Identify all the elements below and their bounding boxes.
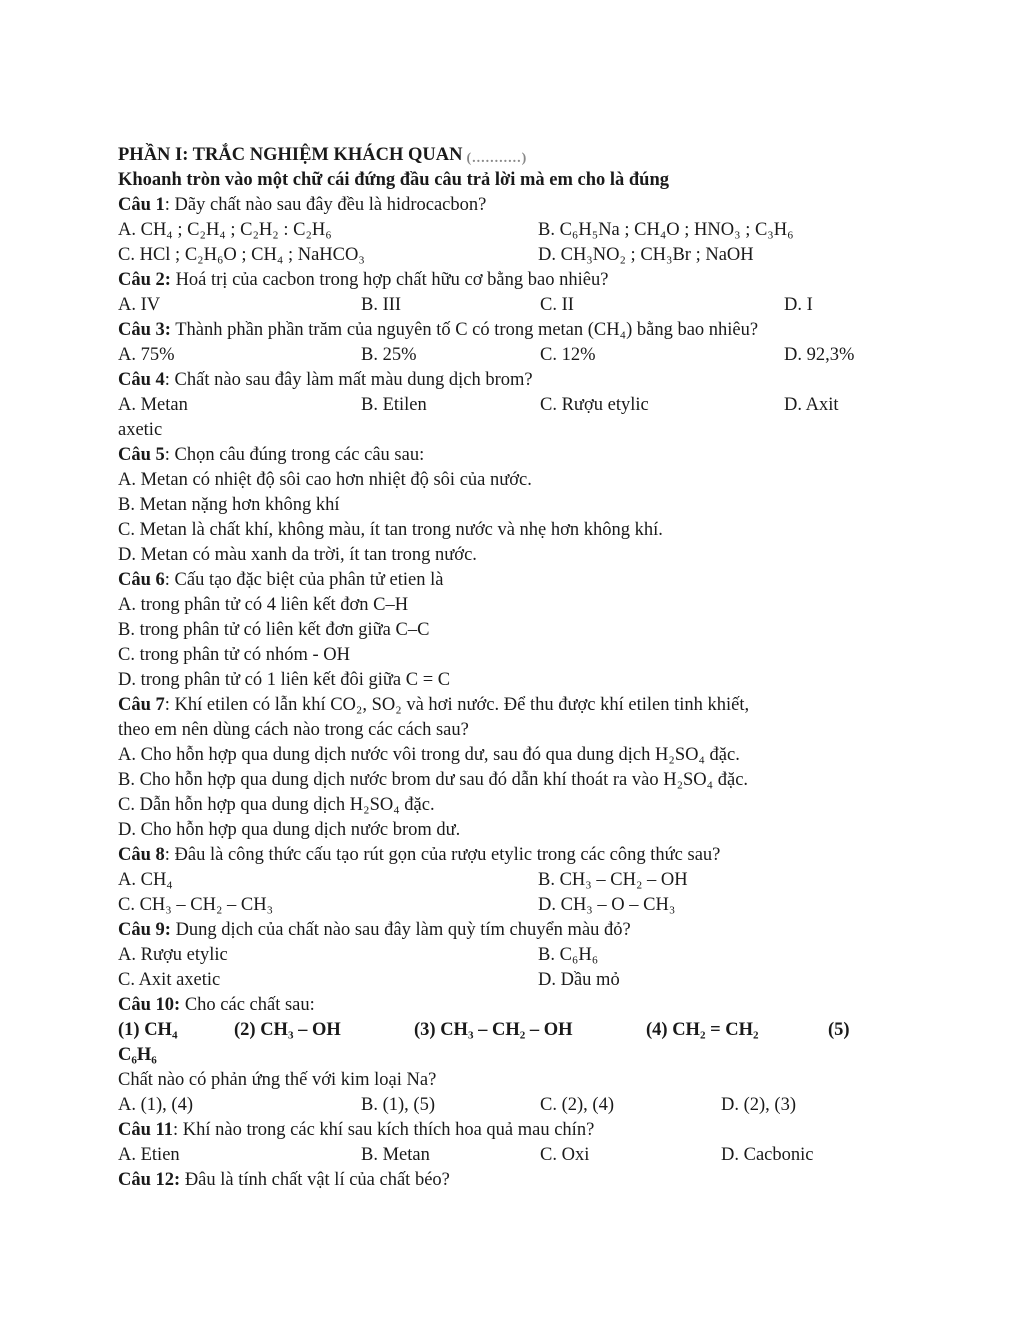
question-stem: Cho các chất sau: — [180, 995, 315, 1015]
question-5 — [118, 443, 878, 468]
option-d[interactable]: D. trong phân tử có 1 liên kết đôi giữa C = C — [118, 670, 451, 690]
option-c[interactable]: C. Rượu etylic — [540, 395, 649, 415]
options-row — [118, 1093, 878, 1118]
formula-5-label: (5) — [828, 1020, 850, 1040]
formula-3: (3) CH₃ – CH₂ – OH — [414, 1020, 573, 1040]
option-d[interactable]: D. Dầu mỏ — [538, 970, 620, 990]
question-8 — [118, 843, 878, 868]
question-label: Câu 7 — [118, 695, 165, 715]
question-3 — [118, 318, 878, 343]
option-b[interactable]: B. Etilen — [361, 395, 427, 415]
option-a[interactable]: A. (1), (4) — [118, 1095, 194, 1115]
option-a[interactable]: A. Metan có nhiệt độ sôi cao hơn nhiệt độ sôi của nước. — [118, 470, 532, 490]
options-row — [118, 968, 878, 993]
question-2 — [118, 268, 878, 293]
question-7 — [118, 693, 878, 718]
option-d[interactable]: D. CH₃ – O – CH₃ — [538, 895, 676, 915]
question-label: Câu 1 — [118, 195, 165, 215]
question-label: Câu 12: — [118, 1170, 181, 1190]
option-d[interactable]: D. Cho hỗn hợp qua dung dịch nước brom dư. — [118, 820, 461, 840]
option-b[interactable]: B. Metan — [361, 1145, 430, 1165]
option-d[interactable]: D. (2), (3) — [721, 1095, 797, 1115]
option-a[interactable]: A. Cho hỗn hợp qua dung dịch nước vôi trong dư, sau đó qua dung dịch H₂SO₄ đặc. — [118, 745, 740, 765]
question-stem: Hoá trị của cacbon trong hợp chất hữu cơ bằng bao nhiêu? — [170, 270, 609, 290]
option-d[interactable]: D. Cacbonic — [721, 1145, 814, 1165]
question-stem: Thành phần phần trăm của nguyên tố C có trong metan (CH₄) bằng bao nhiêu? — [170, 320, 759, 340]
question-stem: : Chọn câu đúng trong các câu sau: — [164, 445, 425, 465]
option-a[interactable]: A. Metan — [118, 395, 188, 415]
question-stem: Dung dịch của chất nào sau đây làm quỳ tím chuyển màu đỏ? — [170, 920, 631, 940]
option-a[interactable]: A. Rượu etylic — [118, 945, 228, 965]
options-row — [118, 893, 878, 918]
options-row — [118, 293, 878, 318]
question-label: Câu 2: — [118, 270, 171, 290]
option-c[interactable]: C. Oxi — [540, 1145, 590, 1165]
question-stem: : Khí etilen có lẫn khí CO₂, SO₂ và hơi nước. Để thu được khí etilen tinh khiết, — [164, 695, 750, 715]
options-row — [118, 218, 878, 243]
options-row — [118, 343, 878, 368]
formula-4: (4) CH₂ = CH₂ — [646, 1020, 759, 1040]
question-stem: Đâu là tính chất vật lí của chất béo? — [180, 1170, 450, 1190]
question-label: Câu 10: — [118, 995, 181, 1015]
sub-question: Chất nào có phản ứng thế với kim loại Na? — [118, 1070, 437, 1090]
question-stem: : Chất nào sau đây làm mất màu dung dịch brom? — [164, 370, 533, 390]
question-label: Câu 3: — [118, 320, 171, 340]
question-1 — [118, 193, 878, 218]
option-c[interactable]: C. Metan là chất khí, không màu, ít tan trong nước và nhẹ hơn không khí. — [118, 520, 663, 540]
question-label: Câu 11 — [118, 1120, 174, 1140]
question-stem: : Cấu tạo đặc biệt của phân tử etien là — [164, 570, 444, 590]
option-a[interactable]: A. IV — [118, 295, 161, 315]
options-row — [118, 868, 878, 893]
option-b[interactable]: B. Metan nặng hơn không khí — [118, 495, 340, 515]
options-row — [118, 1143, 878, 1168]
option-a[interactable]: A. 75% — [118, 345, 175, 365]
option-d[interactable]: D. CH₃NO₂ ; CH₃Br ; NaOH — [538, 245, 754, 265]
option-b[interactable]: B. (1), (5) — [361, 1095, 435, 1115]
question-label: Câu 8 — [118, 845, 165, 865]
option-b[interactable]: B. Cho hỗn hợp qua dung dịch nước brom dư sau đó dẫn khí thoát ra vào H₂SO₄ đặc. — [118, 770, 749, 790]
formula-list — [118, 1018, 878, 1043]
options-row — [118, 943, 878, 968]
option-a[interactable]: A. CH₄ — [118, 870, 173, 890]
option-a[interactable]: A. trong phân tử có 4 liên kết đơn C–H — [118, 595, 409, 615]
question-9 — [118, 918, 878, 943]
option-b[interactable]: B. III — [361, 295, 402, 315]
question-label: Câu 9: — [118, 920, 171, 940]
question-6 — [118, 568, 878, 593]
option-b[interactable]: B. CH₃ – CH₂ – OH — [538, 870, 688, 890]
option-c[interactable]: C. Dẫn hỗn hợp qua dung dịch H₂SO₄ đặc. — [118, 795, 435, 815]
section-title: PHẦN I: TRẮC NGHIỆM KHÁCH QUAN — [118, 145, 463, 165]
question-stem: : Khí nào trong các khí sau kích thích hoa quả mau chín? — [173, 1120, 595, 1140]
option-c[interactable]: C. HCl ; C₂H₆O ; CH₄ ; NaHCO₃ — [118, 245, 365, 265]
option-d[interactable]: D. Axit — [784, 395, 839, 415]
option-d[interactable]: D. I — [784, 295, 813, 315]
question-11 — [118, 1118, 878, 1143]
option-b[interactable]: B. C₆H₅Na ; CH₄O ; HNO₃ ; C₃H₆ — [538, 220, 794, 240]
question-label: Câu 4 — [118, 370, 165, 390]
formula-2: (2) CH₃ – OH — [234, 1020, 341, 1040]
option-c[interactable]: C. CH₃ – CH₂ – CH₃ — [118, 895, 274, 915]
option-d[interactable]: D. Metan có màu xanh da trời, ít tan trong nước. — [118, 545, 477, 565]
question-stem: : Dãy chất nào sau đây đều là hidrocacbon? — [164, 195, 487, 215]
option-a[interactable]: A. CH₄ ; C₂H₄ ; C₂H₂ : C₂H₆ — [118, 220, 332, 240]
option-c[interactable]: C. trong phân tử có nhóm - OH — [118, 645, 350, 665]
options-row — [118, 393, 878, 418]
question-10 — [118, 993, 878, 1018]
formula-1: (1) CH₄ — [118, 1020, 178, 1040]
options-row — [118, 243, 878, 268]
option-a[interactable]: A. Etien — [118, 1145, 180, 1165]
option-b[interactable]: B. trong phân tử có liên kết đơn giữa C–C — [118, 620, 430, 640]
option-b[interactable]: B. C₆H₆ — [538, 945, 599, 965]
option-c[interactable]: C. Axit axetic — [118, 970, 221, 990]
question-stem-continued: theo em nên dùng cách nào trong các cách sau? — [118, 720, 469, 740]
question-12 — [118, 1168, 878, 1193]
option-c[interactable]: C. (2), (4) — [540, 1095, 614, 1115]
question-stem: : Đâu là công thức cấu tạo rút gọn của rượu etylic trong các công thức sau? — [164, 845, 721, 865]
exam-page — [118, 143, 878, 1193]
option-b[interactable]: B. 25% — [361, 345, 417, 365]
formula-5: C₆H₆ — [118, 1045, 157, 1065]
option-c[interactable]: C. II — [540, 295, 574, 315]
option-d-continued: axetic — [118, 420, 163, 440]
question-4 — [118, 368, 878, 393]
question-label: Câu 6 — [118, 570, 165, 590]
smudged-text: (...........) — [466, 151, 528, 166]
instruction: Khoanh tròn vào một chữ cái đứng đầu câu trả lời mà em cho là đúng — [118, 170, 670, 190]
option-c[interactable]: C. 12% — [540, 345, 596, 365]
section-heading — [118, 143, 878, 168]
question-label: Câu 5 — [118, 445, 165, 465]
option-d[interactable]: D. 92,3% — [784, 345, 855, 365]
